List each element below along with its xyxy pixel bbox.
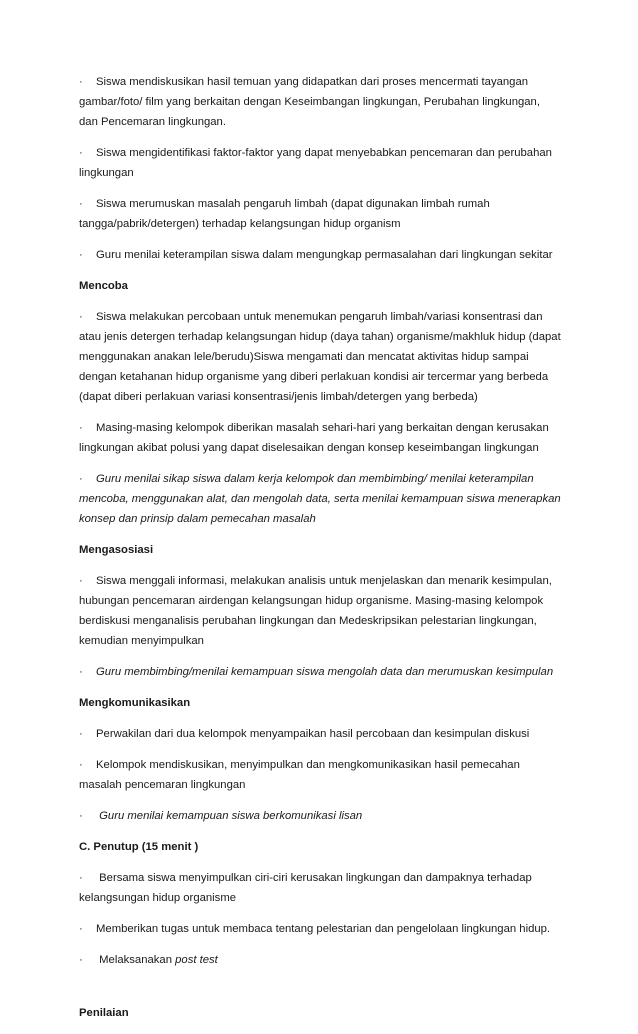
paragraph-text: Siswa mengidentifikasi faktor-faktor yang dapat menyebabkan pencemaran dan perubahan lingkungan xyxy=(79,147,552,179)
bullet-paragraph xyxy=(79,919,561,939)
paragraph-text: Siswa melakukan percobaan untuk menemukan pengaruh limbah/variasi konsentrasi dan atau jenis detergen terhadap kelangsungan hidup (daya tahan) organisme/makhluk hidup (dapat menggunakan anakan lele/berudu)Siswa mengamati dan mencatat aktivitas hidup sampai dengan ketahanan hidup organisme yang diberi perlakuan kondisi air tercermar yang berbeda (dapat diberi perlakuan variasi konsentrasi/jenis limbah/detergen yang berbeda) xyxy=(79,311,561,403)
bullet-marker: · xyxy=(79,575,83,587)
bullet-paragraph xyxy=(79,72,561,132)
bullet-marker: · xyxy=(79,759,83,771)
bullet-marker: · xyxy=(79,422,83,434)
bullet-paragraph xyxy=(79,806,561,826)
document-body xyxy=(79,72,561,1034)
bullet-paragraph xyxy=(79,950,561,970)
bullet-paragraph xyxy=(79,724,561,744)
paragraph-text: Perwakilan dari dua kelompok menyampaikan hasil percobaan dan kesimpulan diskusi xyxy=(96,728,530,740)
paragraph-text: Memberikan tugas untuk membaca tentang pelestarian dan pengelolaan lingkungan hidup. xyxy=(96,923,551,935)
paragraph-text: Siswa menggali informasi, melakukan analisis untuk menjelaskan dan menarik kesimpulan, hubungan pencemaran airdengan kelangsungan hidup organisme. Masing-masing kelompok berdiskusi menganalisis perubahan lingkungan dan Medeskripsikan pelestarian lingkungan, kemudian menyimpulkan xyxy=(79,575,552,647)
paragraph-text: Kelompok mendiskusikan, menyimpulkan dan mengkomunikasikan hasil pemecahan masalah pencemaran lingkungan xyxy=(79,759,520,791)
bullet-paragraph xyxy=(79,245,561,265)
section-heading: Penilaian xyxy=(79,1007,129,1019)
paragraph-text: Guru menilai keterampilan siswa dalam mengungkap permasalahan dari lingkungan sekitar xyxy=(96,249,553,261)
bullet-marker: · xyxy=(79,249,83,261)
paragraph-text: Guru membimbing/menilai kemampuan siswa mengolah data dan merumuskan kesimpulan xyxy=(96,666,554,678)
bullet-marker: · xyxy=(79,728,83,740)
bullet-paragraph xyxy=(79,143,561,183)
bullet-marker: · xyxy=(79,954,83,966)
section-heading: Mengasosiasi xyxy=(79,544,154,556)
italic-term: post test xyxy=(175,954,218,966)
bullet-marker: · xyxy=(79,473,83,485)
bullet-paragraph xyxy=(79,469,561,529)
bullet-paragraph xyxy=(79,418,561,458)
bullet-marker: · xyxy=(79,666,83,678)
bullet-paragraph xyxy=(79,571,561,651)
bullet-marker: · xyxy=(79,76,83,88)
paragraph-text: Guru menilai sikap siswa dalam kerja kelompok dan membimbing/ menilai keterampilan mencoba, menggunakan alat, dan mengolah data, serta menilai kemampuan siswa menerapkan konsep dan prinsip dalam pemecahan masalah xyxy=(79,473,561,525)
paragraph-text: Guru menilai kemampuan siswa berkomunikasi lisan xyxy=(96,810,363,822)
bullet-paragraph xyxy=(79,662,561,682)
paragraph-text: Siswa mendiskusikan hasil temuan yang didapatkan dari proses mencermati tayangan gambar/foto/ film yang berkaitan dengan Keseimbangan lingkungan, Perubahan lingkungan, dan Pencemaran lingkungan. xyxy=(79,76,540,128)
bullet-marker: · xyxy=(79,923,83,935)
bullet-marker: · xyxy=(79,147,83,159)
paragraph-text: Melaksanakan xyxy=(96,954,176,966)
bullet-marker: · xyxy=(79,311,83,323)
paragraph-gap xyxy=(79,981,561,1003)
bullet-paragraph xyxy=(79,755,561,795)
bullet-paragraph xyxy=(79,868,561,908)
bullet-marker: · xyxy=(79,810,83,822)
bullet-paragraph xyxy=(79,307,561,407)
paragraph-text: Masing-masing kelompok diberikan masalah sehari-hari yang berkaitan dengan kerusakan lingkungan akibat polusi yang dapat diselesaikan dengan konsep keseimbangan lingkungan xyxy=(79,422,549,454)
section-heading: Mengkomunikasikan xyxy=(79,697,191,709)
bullet-paragraph xyxy=(79,194,561,234)
section-heading: Mencoba xyxy=(79,280,128,292)
section-heading: C. Penutup (15 menit ) xyxy=(79,841,199,853)
bullet-marker: · xyxy=(79,198,83,210)
paragraph-text: Siswa merumuskan masalah pengaruh limbah (dapat digunakan limbah rumah tangga/pabrik/detergen) terhadap kelangsungan hidup organism xyxy=(79,198,490,230)
paragraph-text: Bersama siswa menyimpulkan ciri-ciri kerusakan lingkungan dan dampaknya terhadap kelangsungan hidup organisme xyxy=(79,872,532,904)
bullet-marker: · xyxy=(79,872,83,884)
